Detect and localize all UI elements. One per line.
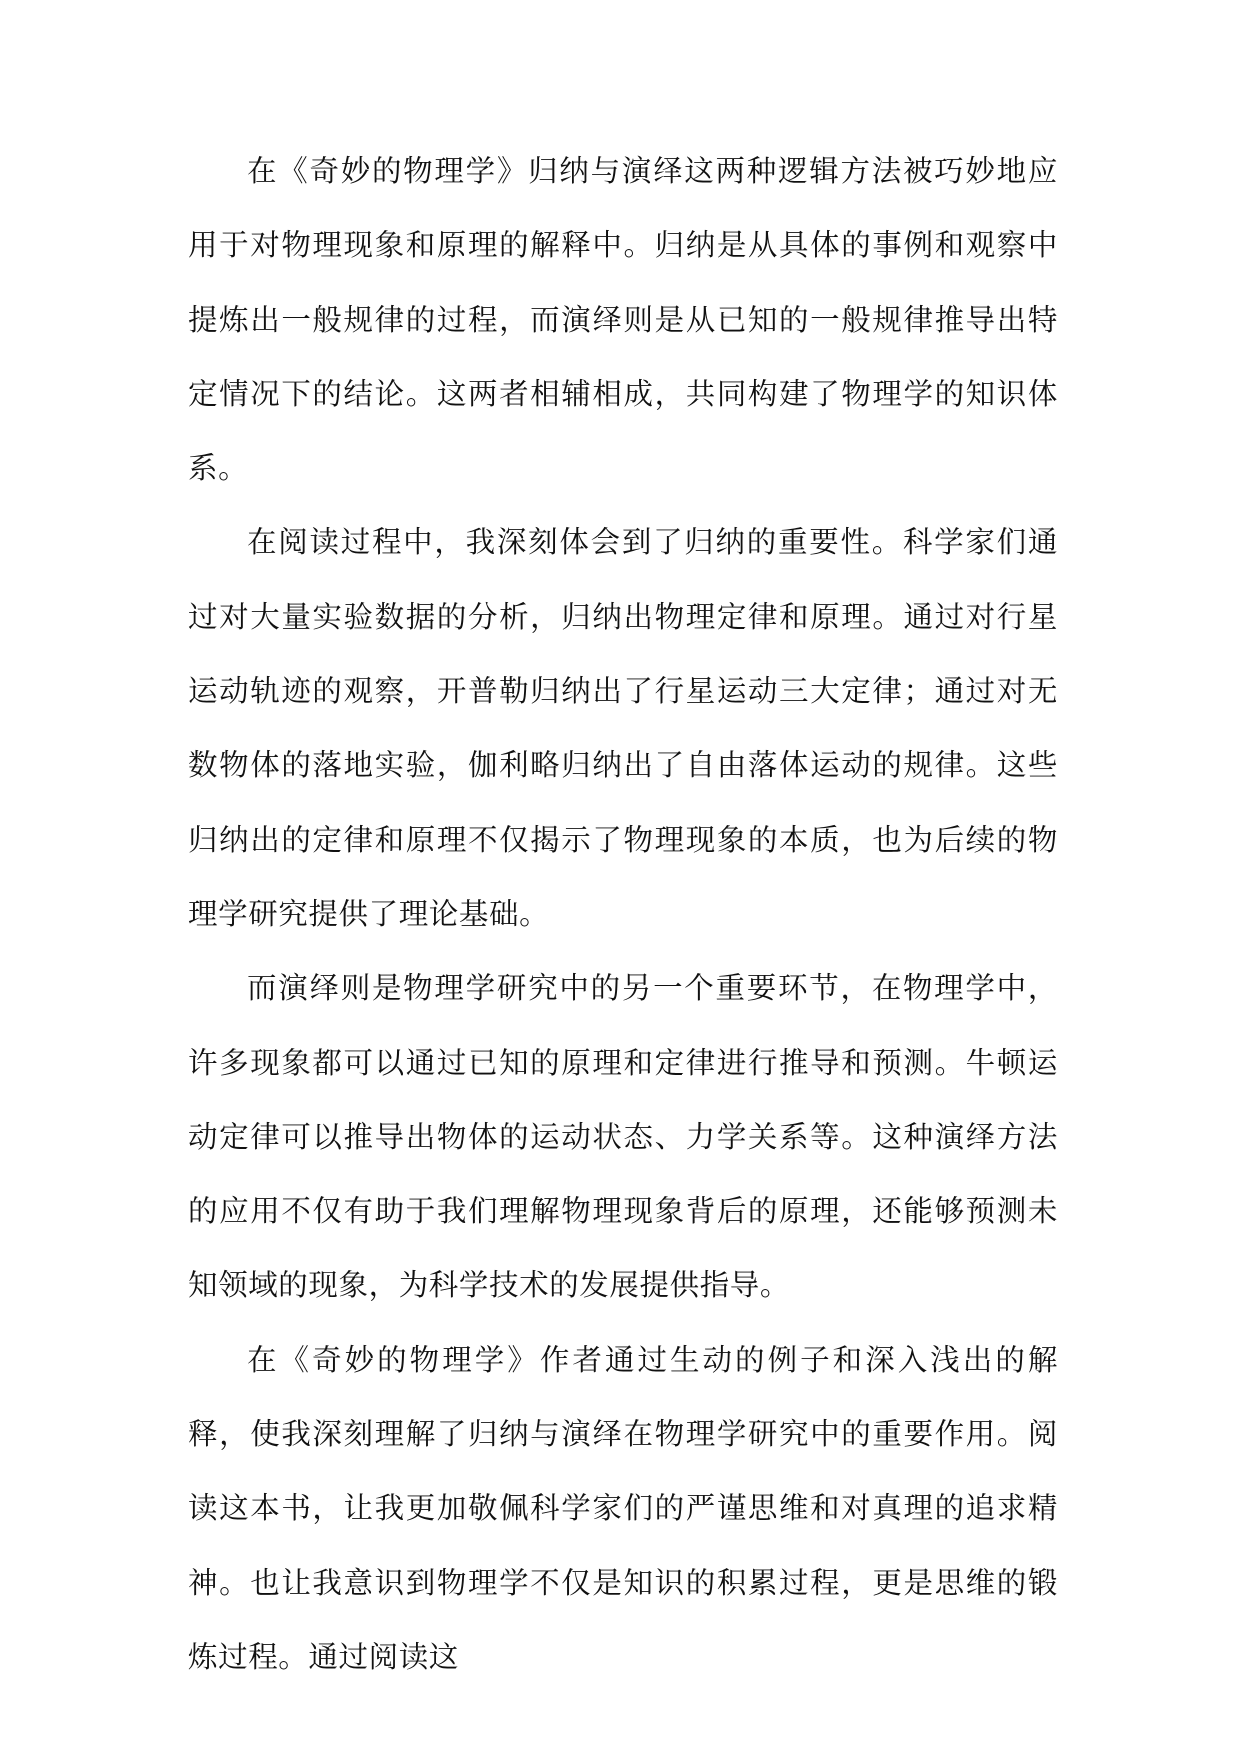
paragraph-importance-of-induction: 在阅读过程中，我深刻体会到了归纳的重要性。科学家们通过对大量实验数据的分析，归纳出物理定律和原理。通过对行星运动轨迹的观察，开普勒归纳出了行星运动三大定律；通过对无数物体的落地实验，伽利略归纳出了自由落体运动的规律。这些归纳出的定律和原理不仅揭示了物理现象的本质，也为后续的物理学研究提供了理论基础。: [188, 525, 1058, 931]
paragraph-reading-reflection: 在《奇妙的物理学》作者通过生动的例子和深入浅出的解释，使我深刻理解了归纳与演绎在物理学研究中的重要作用。阅读这本书，让我更加敬佩科学家们的严谨思维和对真理的追求精神。也让我意识到物理学不仅是知识的积累过程，更是思维的锻炼过程。通过阅读这: [188, 1342, 1058, 1674]
paragraph-role-of-deduction: 而演绎则是物理学研究中的另一个重要环节，在物理学中，许多现象都可以通过已知的原理和定律进行推导和预测。牛顿运动定律可以推导出物体的运动状态、力学关系等。这种演绎方法的应用不仅有助于我们理解物理现象背后的原理，还能够预测未知领域的现象，为科学技术的发展提供指导。: [188, 971, 1058, 1303]
document-body: [188, 134, 1058, 1694]
paragraph-induction-deduction-intro: 在《奇妙的物理学》归纳与演绎这两种逻辑方法被巧妙地应用于对物理现象和原理的解释中。归纳是从具体的事例和观察中提炼出一般规律的过程，而演绎则是从已知的一般规律推导出特定情况下的结论。这两者相辅相成，共同构建了物理学的知识体系。: [188, 154, 1058, 486]
